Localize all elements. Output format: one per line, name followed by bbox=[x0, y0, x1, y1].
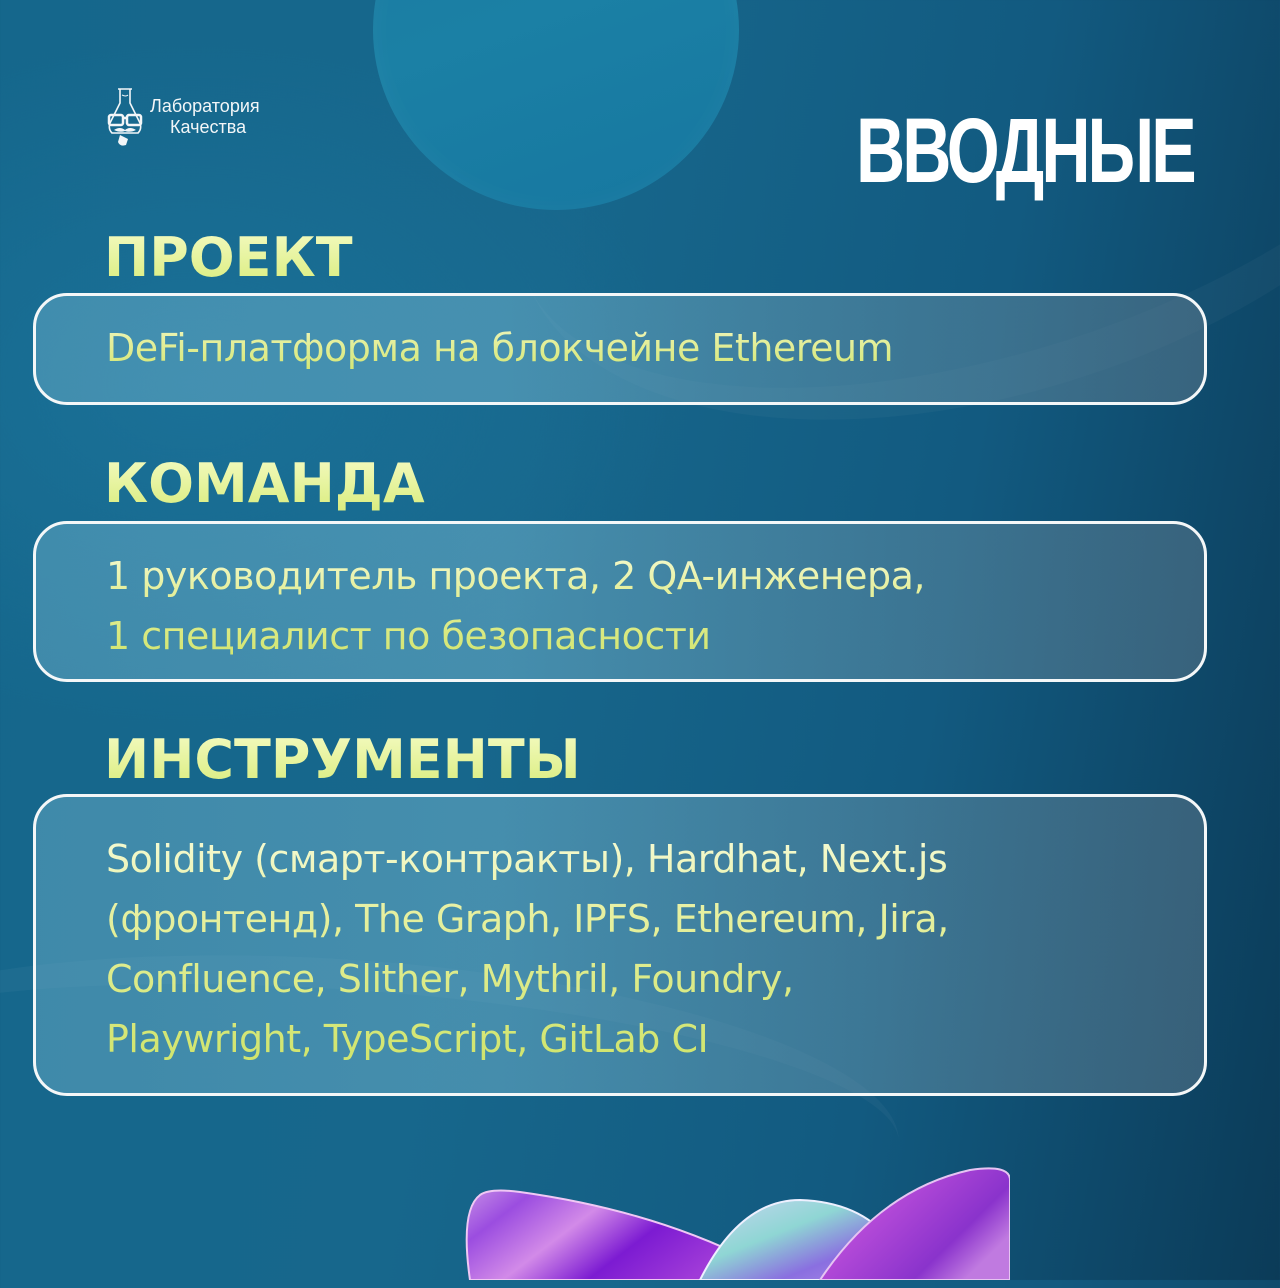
section-heading-project: ПРОЕКТ bbox=[104, 226, 353, 289]
team-card bbox=[33, 521, 1207, 682]
card-line: Solidity (смарт-контракты), Hardhat, Next.js bbox=[106, 837, 948, 881]
tools-card bbox=[33, 794, 1207, 1096]
decorative-petals-graphic bbox=[450, 1150, 1010, 1280]
card-line: DeFi-платформа на блокчейне Ethereum bbox=[106, 326, 894, 370]
section-heading-tools: ИНСТРУМЕНТЫ bbox=[104, 728, 581, 791]
card-line: 1 специалист по безопасности bbox=[106, 614, 711, 658]
section-heading-team: КОМАНДА bbox=[104, 452, 425, 515]
card-line: (фронтенд), The Graph, IPFS, Ethereum, Jira, bbox=[106, 897, 949, 941]
page-title: ВВОДНЫЕ bbox=[856, 100, 1194, 202]
card-line: Playwright, TypeScript, GitLab CI bbox=[106, 1017, 709, 1061]
decorative-circle bbox=[373, 0, 739, 210]
brand-name-line2: Качества bbox=[170, 117, 247, 137]
brand-name-line1: Лаборатория bbox=[150, 96, 260, 116]
tools-description bbox=[106, 829, 1164, 1069]
flask-with-glasses-mustache-pipe-icon bbox=[106, 85, 146, 149]
team-description bbox=[106, 546, 1164, 666]
brand-name bbox=[150, 96, 260, 138]
project-card bbox=[33, 293, 1207, 405]
card-line: 1 руководитель проекта, 2 QA-инженера, bbox=[106, 554, 925, 598]
project-description bbox=[106, 318, 1164, 378]
card-line: Confluence, Slither, Mythril, Foundry, bbox=[106, 957, 794, 1001]
brand-logo bbox=[106, 85, 260, 149]
